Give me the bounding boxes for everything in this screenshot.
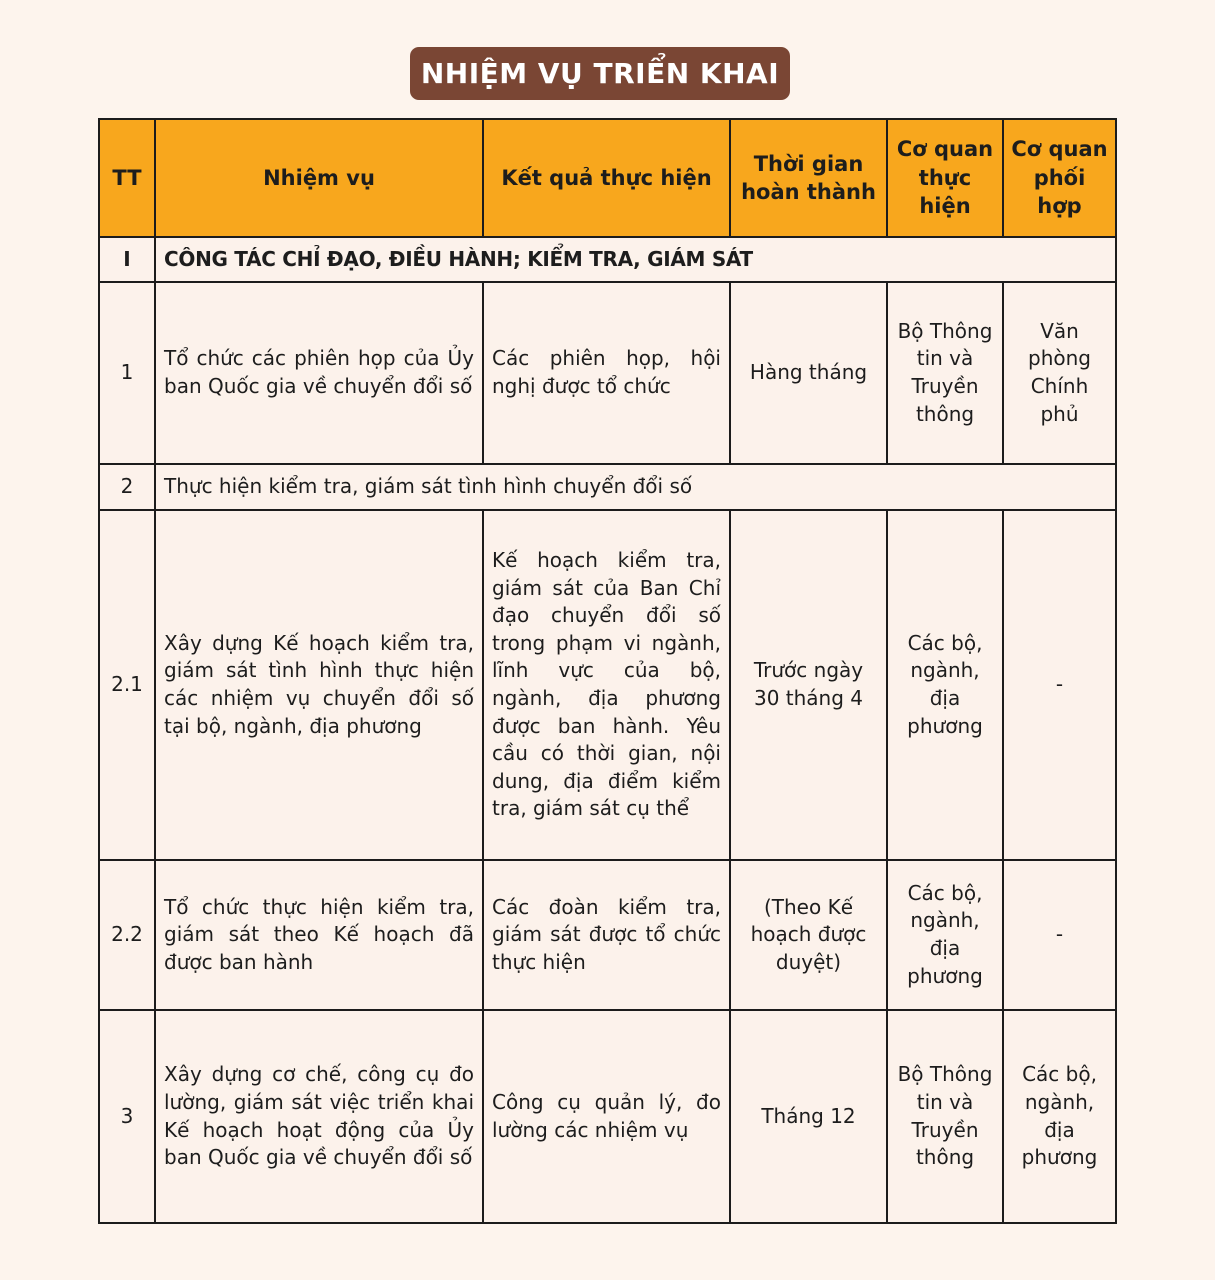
table-row-3 [99, 1010, 1116, 1223]
deadline-cell: Tháng 12 [730, 1010, 887, 1223]
agency-cell: Các bộ, ngành, địa phương [887, 860, 1003, 1010]
page-title-banner [410, 47, 790, 100]
header-tt: TT [99, 119, 155, 237]
deadline-cell: Trước ngày 30 tháng 4 [730, 510, 887, 860]
task-cell: Tổ chức thực hiện kiểm tra, giám sát theo Kế hoạch đã được ban hành [155, 860, 483, 1010]
result-cell: Các phiên họp, hội nghị được tổ chức [483, 282, 730, 464]
row-tt: 2.1 [99, 510, 155, 860]
result-cell: Các đoàn kiểm tra, giám sát được tổ chức thực hiện [483, 860, 730, 1010]
table-row-2-1 [99, 510, 1116, 860]
table-row-subsection-2 [99, 464, 1116, 510]
task-cell: Xây dựng Kế hoạch kiểm tra, giám sát tình hình thực hiện các nhiệm vụ chuyển đổi số tại bộ, ngành, địa phương [155, 510, 483, 860]
table-header-row [99, 119, 1116, 237]
row-tt: 1 [99, 282, 155, 464]
result-cell: Kế hoạch kiểm tra, giám sát của Ban Chỉ đạo chuyển đổi số trong phạm vi ngành, lĩnh vực của bộ, ngành, địa phương được ban hành. Yêu cầu có thời gian, nội dung, địa điểm kiểm tra, giám sát cụ thể [483, 510, 730, 860]
row-tt: 3 [99, 1010, 155, 1223]
section-title: CÔNG TÁC CHỈ ĐẠO, ĐIỀU HÀNH; KIỂM TRA, GIÁM SÁT [155, 237, 1116, 282]
header-result: Kết quả thực hiện [483, 119, 730, 237]
header-deadline: Thời gian hoàn thành [730, 119, 887, 237]
header-task: Nhiệm vụ [155, 119, 483, 237]
subsection-title: Thực hiện kiểm tra, giám sát tình hình chuyển đổi số [155, 464, 1116, 510]
table-row-2-2 [99, 860, 1116, 1010]
deadline-cell: (Theo Kế hoạch được duyệt) [730, 860, 887, 1010]
agency-cell: Bộ Thông tin và Truyền thông [887, 1010, 1003, 1223]
header-coordinating: Cơ quan phối hợp [1003, 119, 1116, 237]
row-tt: 2 [99, 464, 155, 510]
task-cell: Xây dựng cơ chế, công cụ đo lường, giám sát việc triển khai Kế hoạch hoạt động của Ủy ban Quốc gia về chuyển đổi số [155, 1010, 483, 1223]
row-tt: 2.2 [99, 860, 155, 1010]
deadline-cell: Hàng tháng [730, 282, 887, 464]
coordinating-cell: Các bộ, ngành, địa phương [1003, 1010, 1116, 1223]
page-title: NHIỆM VỤ TRIỂN KHAI [420, 57, 780, 90]
row-tt: I [99, 237, 155, 282]
agency-cell: Các bộ, ngành, địa phương [887, 510, 1003, 860]
tasks-table [98, 118, 1117, 1224]
table-row-section-1 [99, 237, 1116, 282]
coordinating-cell: - [1003, 510, 1116, 860]
coordinating-cell: Văn phòng Chính phủ [1003, 282, 1116, 464]
task-cell: Tổ chức các phiên họp của Ủy ban Quốc gia về chuyển đổi số [155, 282, 483, 464]
coordinating-cell: - [1003, 860, 1116, 1010]
agency-cell: Bộ Thông tin và Truyền thông [887, 282, 1003, 464]
result-cell: Công cụ quản lý, đo lường các nhiệm vụ [483, 1010, 730, 1223]
header-agency: Cơ quan thực hiện [887, 119, 1003, 237]
table-row-1 [99, 282, 1116, 464]
